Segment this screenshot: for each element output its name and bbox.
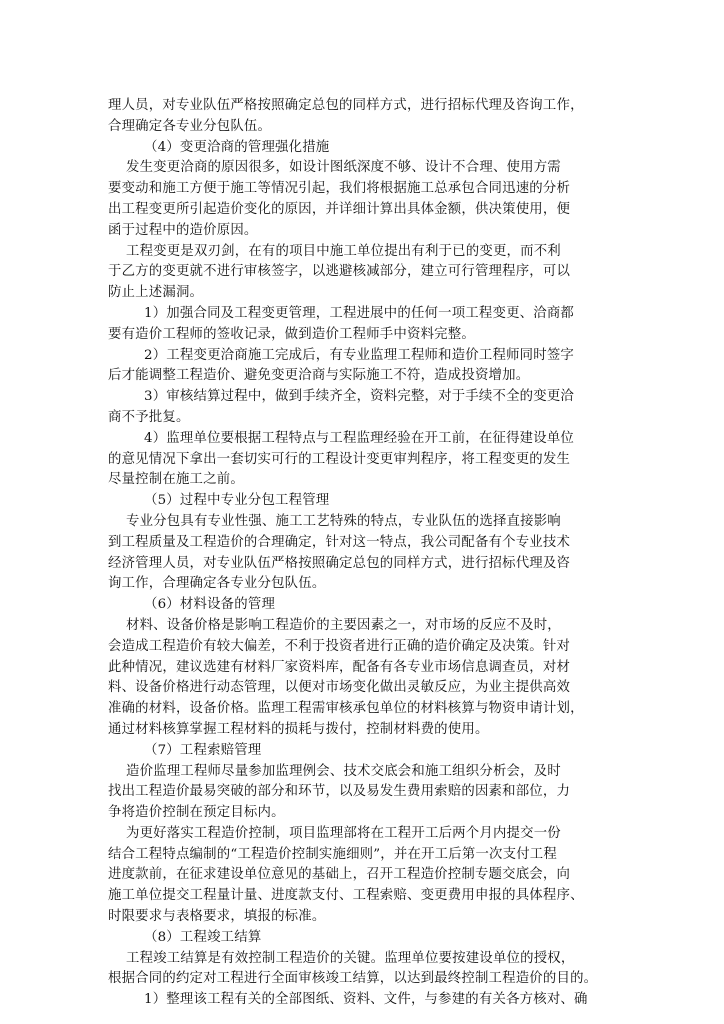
text-line: 1）整理该工程有关的全部图纸、资料、文件，与参建的有关各方核对、确 xyxy=(144,992,588,1008)
text-line: 料、设备价格进行动态管理，以便对市场变化做出灵敏反应，为业主提供高效 xyxy=(108,680,571,696)
text-line: 争将造价控制在预定目标内。 xyxy=(108,805,285,821)
text-line: 函于过程中的造价原因。 xyxy=(108,222,258,238)
text-line: 此种情况，建议选建有材料厂家资料库，配备有各专业市场信息调查员，对材 xyxy=(108,659,571,675)
text-line: 要有造价工程师的签收记录，做到造价工程师手中资料完整。 xyxy=(108,326,475,342)
text-line: 4）监理单位要根据工程特点与工程监理经验在开工前，在征得建设单位 xyxy=(144,430,575,446)
text-line: 工程竣工结算是有效控制工程造价的关键。监理单位要按建设单位的授权， xyxy=(126,950,575,966)
text-line: 合理确定各专业分包队伍。 xyxy=(108,118,272,134)
text-line: 防止上述漏洞。 xyxy=(108,285,204,301)
text-line: （4）变更洽商的管理强化措施 xyxy=(144,139,330,155)
text-line: （6）材料设备的管理 xyxy=(144,597,276,613)
text-line: 为更好落实工程造价控制，项目监理部将在工程开工后两个月内提交一份 xyxy=(126,825,561,841)
text-line: 询工作，合理确定各专业分包队伍。 xyxy=(108,576,326,592)
text-line: 时限要求与表格要求，填报的标准。 xyxy=(108,909,326,925)
text-line: 要变动和施工方便于施工等情况引起，我们将根据施工总承包合同迅速的分析 xyxy=(108,181,571,197)
text-line: 进度款前，在征求建设单位意见的基础上，召开工程造价控制专题交底会，向 xyxy=(108,867,571,883)
text-line: 的意见情况下拿出一套切实可行的工程设计变更审判程序，将工程变更的发生 xyxy=(108,451,571,467)
text-line: 准确的材料，设备价格。监理工程需审核承包单位的材料核算与物资申请计划， xyxy=(108,701,584,717)
text-line: 3）审核结算过程中，做到手续齐全，资料完整，对于手续不全的变更洽 xyxy=(144,389,575,405)
text-line: 找出工程造价最易突破的部分和环节，以及易发生费用索赔的因素和部位，力 xyxy=(108,784,571,800)
text-line: 到工程质量及工程造价的合理确定，针对这一特点，我公司配备有个专业技术 xyxy=(108,534,571,550)
text-line: 施工单位提交工程量计量、进度款支付、工程索赔、变更费用申报的具体程序、 xyxy=(108,888,584,904)
document-page xyxy=(108,96,618,1011)
text-line: 会造成工程造价有较大偏差，不利于投资者进行正确的造价确定及决策。针对 xyxy=(108,638,571,654)
text-line: 根据合同的约定对工程进行全面审核竣工结算，以达到最终控制工程造价的目的。 xyxy=(108,971,598,987)
text-line: 出工程变更所引起造价变化的原因，并详细计算出具体金额，供决策使用，便 xyxy=(108,201,571,217)
text-line: 结合工程特点编制的“工程造价控制实施细则”，并在开工后第一次支付工程 xyxy=(108,846,557,862)
text-line: 经济管理人员，对专业队伍严格按照确定总包的同样方式，进行招标代理及咨 xyxy=(108,555,571,571)
text-line: 尽量控制在施工之前。 xyxy=(108,472,244,488)
text-line: 于乙方的变更就不进行审核签字，以逃避核减部分，建立可行管理程序，可以 xyxy=(108,264,571,280)
text-line: 造价监理工程师尽量参加监理例会、技术交底会和施工组织分析会，及时 xyxy=(126,763,561,779)
text-line: 商不予批复。 xyxy=(108,409,190,425)
text-line: 2）工程变更洽商施工完成后，有专业监理工程师和造价工程师同时签字 xyxy=(144,347,575,363)
text-line: 理人员，对专业队伍严格按照确定总包的同样方式，进行招标代理及咨询工作， xyxy=(108,98,584,113)
text-line: （7）工程索赔管理 xyxy=(144,742,262,758)
text-line: 发生变更洽商的原因很多，如设计图纸深度不够、设计不合理、使用方需 xyxy=(126,160,561,176)
text-line: 材料、设备价格是影响工程造价的主要因素之一，对市场的反应不及时， xyxy=(126,617,561,633)
text-line: 通过材料核算掌握工程材料的损耗与拨付，控制材料费的使用。 xyxy=(108,721,489,737)
text-line: 后才能调整工程造价、避免变更洽商与实际施工不符，造成投资增加。 xyxy=(108,368,530,384)
text-line: 工程变更是双刃剑，在有的项目中施工单位提出有利于已的变更，而不利 xyxy=(126,243,561,259)
text-line: 专业分包具有专业性强、施工工艺特殊的特点，专业队伍的选择直接影响 xyxy=(126,513,561,529)
text-line: （5）过程中专业分包工程管理 xyxy=(144,493,330,509)
text-line: 1）加强合同及工程变更管理，工程进展中的任何一项工程变更、洽商都 xyxy=(144,305,575,321)
text-line: （8）工程竣工结算 xyxy=(144,929,262,945)
